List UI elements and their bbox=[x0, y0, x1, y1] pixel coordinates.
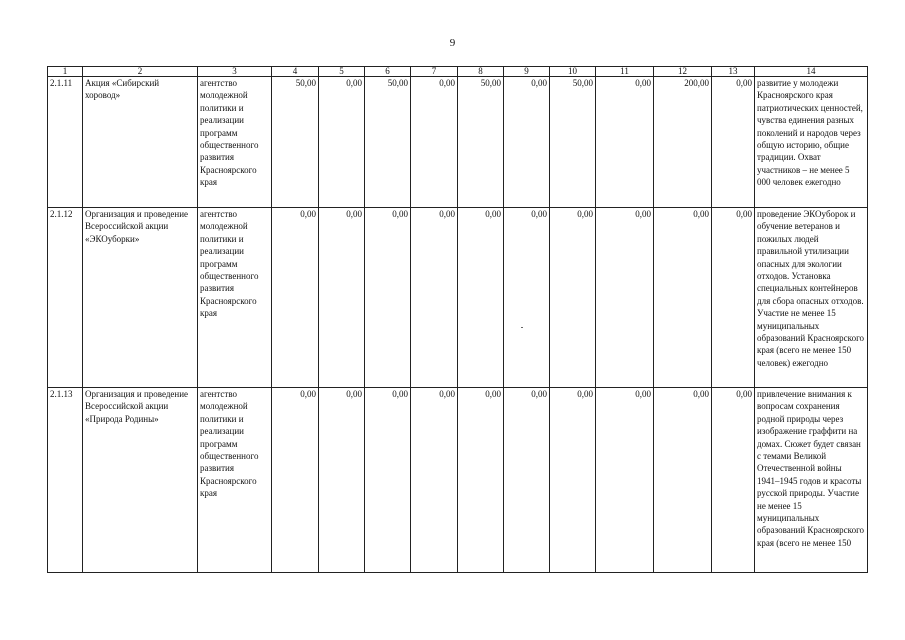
table-header-row bbox=[48, 67, 868, 77]
row-value: 0,00 bbox=[596, 208, 654, 388]
column-header: 7 bbox=[411, 67, 458, 77]
row-executor: агентство молодежной политики и реализации программ общественного развития Красноярского края bbox=[198, 77, 272, 208]
column-header: 9 bbox=[504, 67, 550, 77]
row-value: 0,00 bbox=[365, 388, 411, 573]
table-row bbox=[48, 388, 868, 573]
column-header: 14 bbox=[755, 67, 868, 77]
row-value: 0,00 bbox=[504, 77, 550, 208]
row-executor: агентство молодежной политики и реализации программ общественного развития Красноярского края bbox=[198, 208, 272, 388]
column-header: 8 bbox=[458, 67, 504, 77]
row-value: 0,00 bbox=[319, 77, 365, 208]
table-row bbox=[48, 77, 868, 208]
row-value: 0,00 bbox=[654, 388, 712, 573]
table-row bbox=[48, 208, 868, 388]
row-value: 0,00 bbox=[272, 388, 319, 573]
row-value: 0,00 bbox=[272, 208, 319, 388]
row-result: проведение ЭКОуборок и обучение ветеранов и пожилых людей правильной утилизации опасных для экологии отходов. Установка специальных контейнеров для сбора опасных отходов. Участие не менее 15 муниципальных образований Красноярского края (всего не менее 150 человек) ежегодно bbox=[755, 208, 868, 388]
row-value: 0,00 bbox=[712, 388, 755, 573]
row-code: 2.1.13 bbox=[48, 388, 83, 573]
row-value: 0,00 bbox=[596, 388, 654, 573]
scan-speck bbox=[521, 327, 523, 328]
row-value: 0,00 bbox=[458, 208, 504, 388]
column-header: 6 bbox=[365, 67, 411, 77]
row-value: 0,00 bbox=[504, 388, 550, 573]
row-name: Организация и проведение Всероссийской акции «Природа Родины» bbox=[83, 388, 198, 573]
row-code: 2.1.11 bbox=[48, 77, 83, 208]
row-value: 200,00 bbox=[654, 77, 712, 208]
row-value: 0,00 bbox=[365, 208, 411, 388]
row-name: Организация и проведение Всероссийской акции «ЭКОуборки» bbox=[83, 208, 198, 388]
column-header: 3 bbox=[198, 67, 272, 77]
row-value: 0,00 bbox=[411, 208, 458, 388]
page-number: 9 bbox=[449, 37, 456, 49]
row-value: 0,00 bbox=[596, 77, 654, 208]
column-header: 11 bbox=[596, 67, 654, 77]
row-value: 0,00 bbox=[319, 388, 365, 573]
row-value: 0,00 bbox=[654, 208, 712, 388]
row-value: 50,00 bbox=[458, 77, 504, 208]
row-value: 50,00 bbox=[550, 77, 596, 208]
row-result: привлечение внимания к вопросам сохранения родной природы через изображение граффити на домах. Сюжет будет связан с темами Великой Отечественной войны 1941–1945 годов и красоты русской природы. Участие не менее 15 муниципальных образований Красноярского края (всего не менее 150 bbox=[755, 388, 868, 573]
row-value: 0,00 bbox=[411, 77, 458, 208]
row-name: Акция «Сибирский хоровод» bbox=[83, 77, 198, 208]
row-value: 0,00 bbox=[319, 208, 365, 388]
column-header: 12 bbox=[654, 67, 712, 77]
row-value: 0,00 bbox=[712, 77, 755, 208]
row-value: 0,00 bbox=[712, 208, 755, 388]
row-value: 50,00 bbox=[272, 77, 319, 208]
column-header: 2 bbox=[83, 67, 198, 77]
row-value: 0,00 bbox=[458, 388, 504, 573]
row-executor: агентство молодежной политики и реализации программ общественного развития Красноярского края bbox=[198, 388, 272, 573]
column-header: 4 bbox=[272, 67, 319, 77]
row-value: 50,00 bbox=[365, 77, 411, 208]
row-value: 0,00 bbox=[504, 208, 550, 388]
column-header: 5 bbox=[319, 67, 365, 77]
program-table bbox=[47, 66, 868, 573]
row-value: 0,00 bbox=[411, 388, 458, 573]
row-code: 2.1.12 bbox=[48, 208, 83, 388]
column-header: 1 bbox=[48, 67, 83, 77]
row-value: 0,00 bbox=[550, 208, 596, 388]
column-header: 13 bbox=[712, 67, 755, 77]
column-header: 10 bbox=[550, 67, 596, 77]
row-result: развитие у молодежи Красноярского края патриотических ценностей, чувства единения разных поколений и народов через общую историю, общие традиции. Охват участников – не менее 5 000 человек ежегодно bbox=[755, 77, 868, 208]
row-value: 0,00 bbox=[550, 388, 596, 573]
